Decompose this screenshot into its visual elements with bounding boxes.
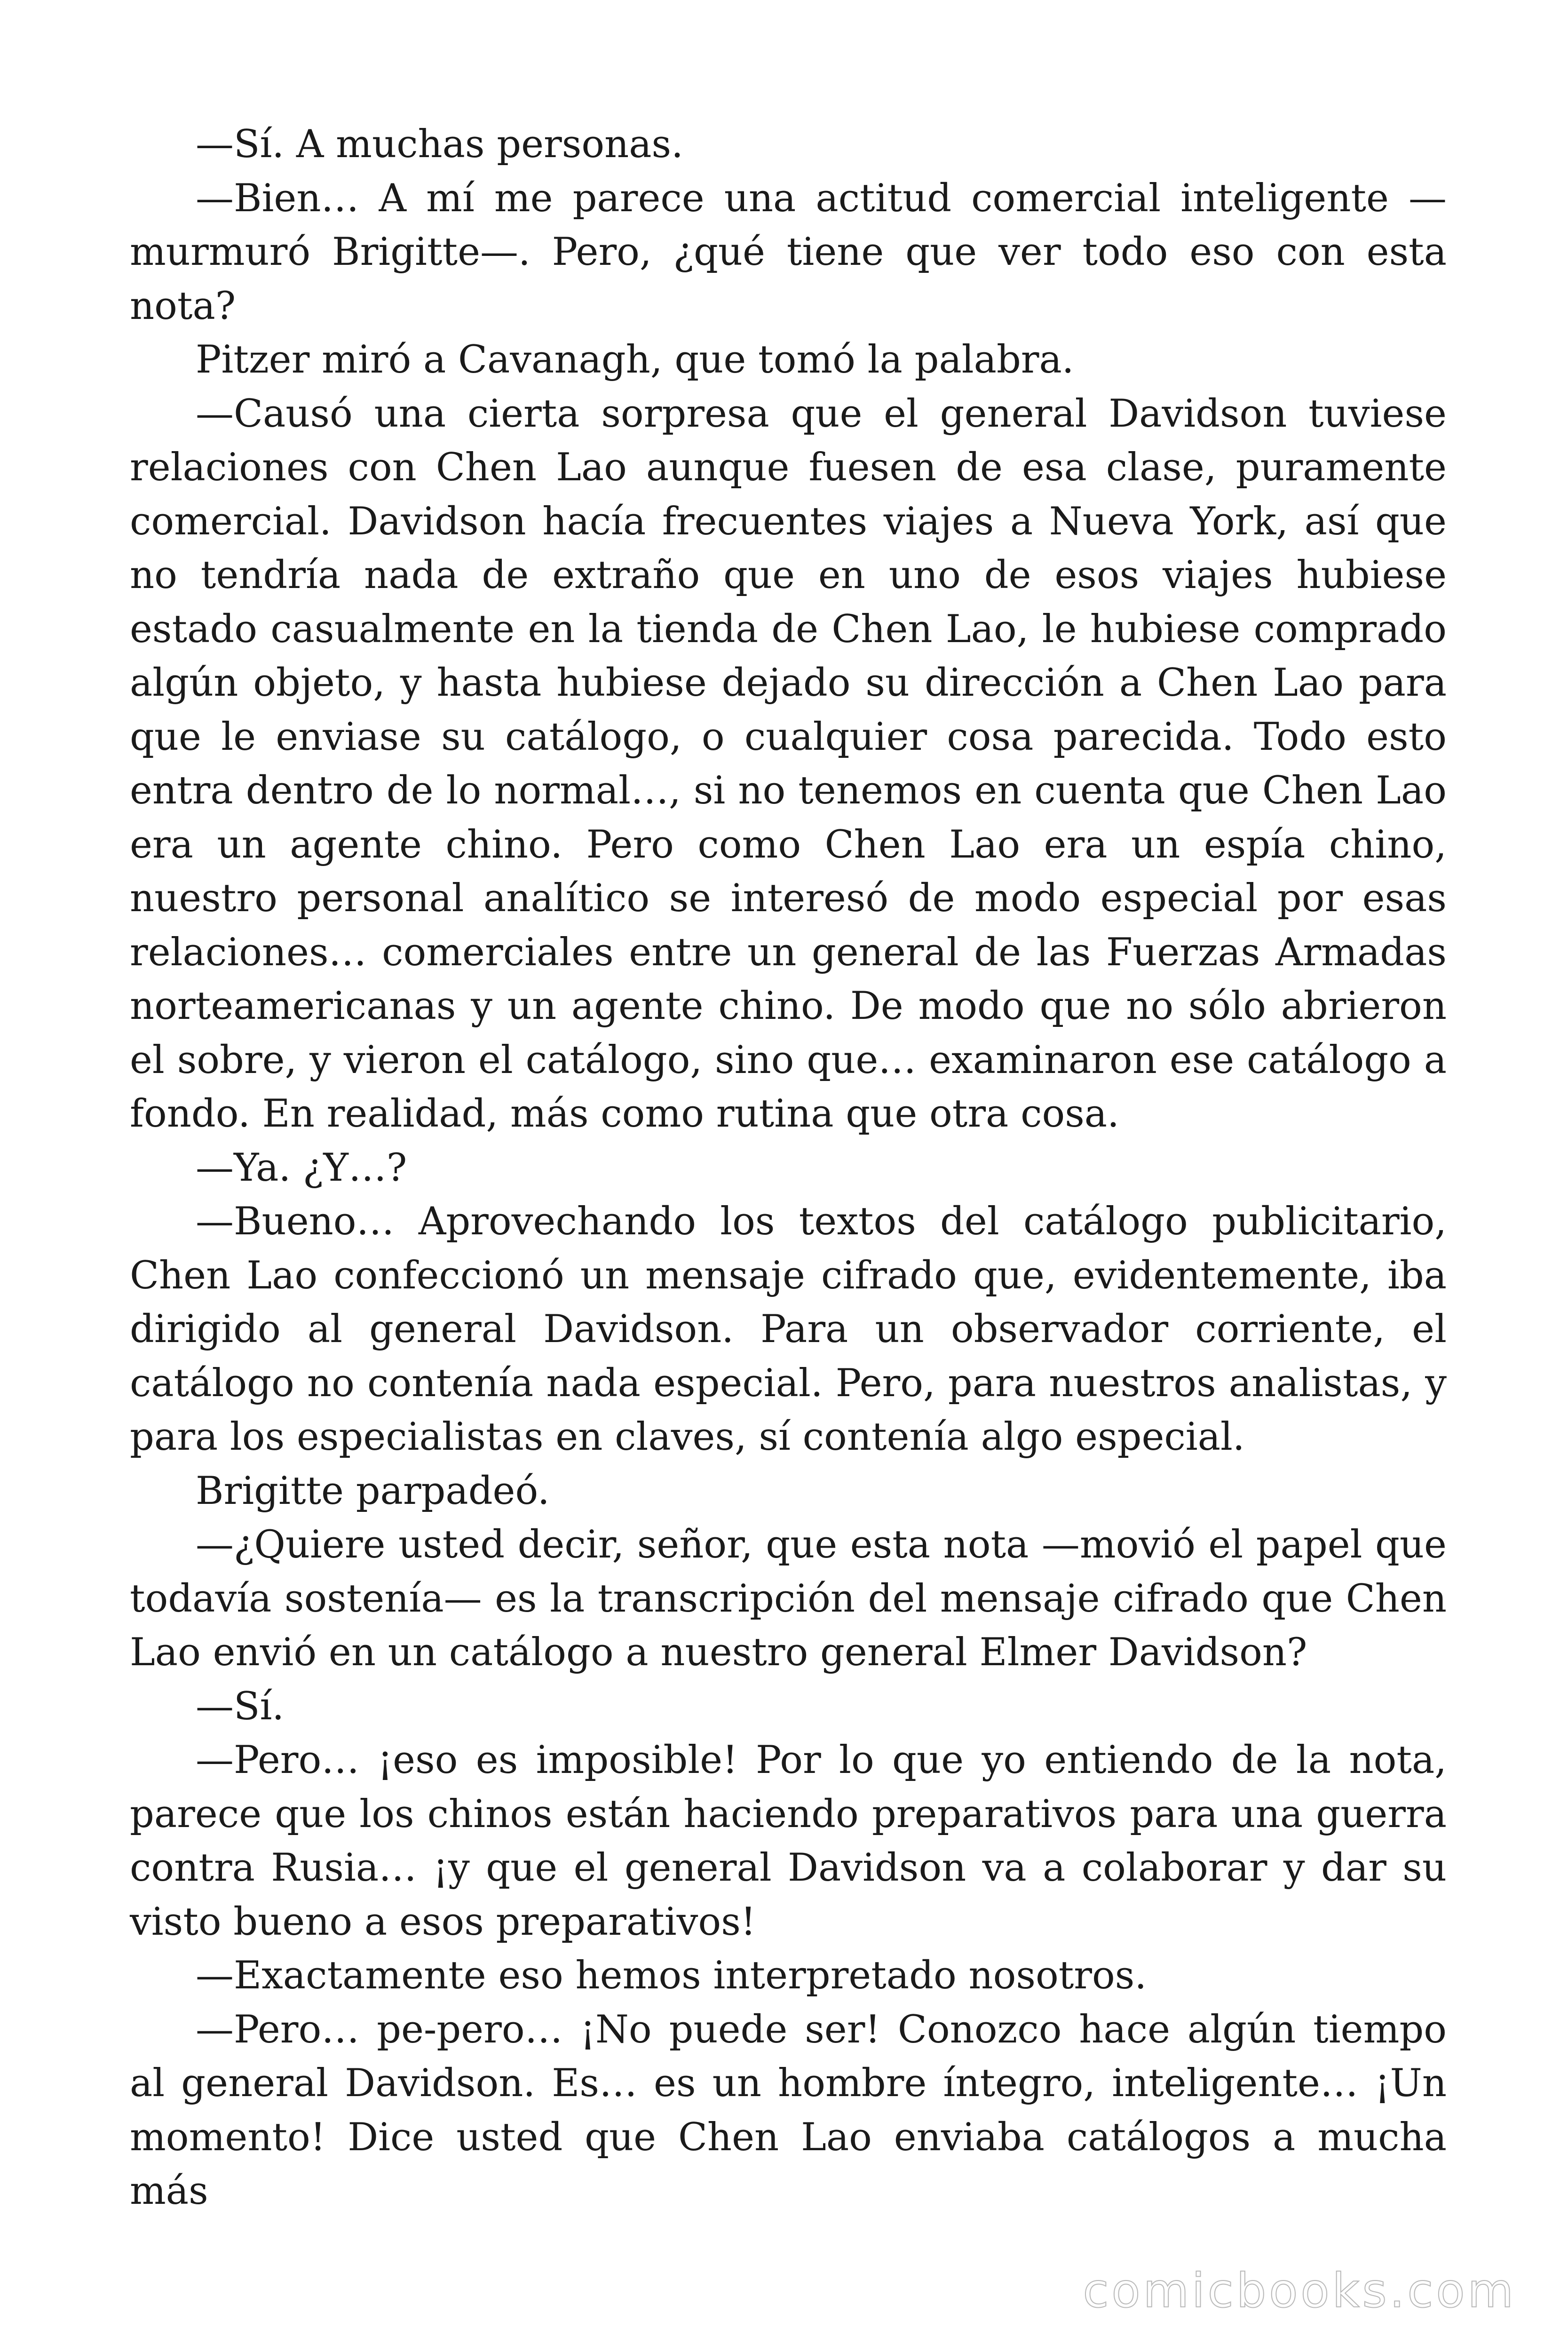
- paragraph: —Bien… A mí me parece una actitud comercial inteligente —murmuró Brigitte—. Pero, ¿qué tiene que ver todo eso con esta nota?: [130, 176, 1447, 328]
- page-body: [130, 118, 1447, 2218]
- paragraph: —Pero… ¡eso es imposible! Por lo que yo entiendo de la nota, parece que los chinos están haciendo preparativos para una guerra contra Rusia… ¡y que el general Davidson va a colaborar y dar su visto bueno a esos preparativos!: [130, 1738, 1447, 1944]
- paragraph: —Sí.: [196, 1684, 285, 1729]
- paragraph: —Ya. ¿Y…?: [196, 1145, 407, 1190]
- paragraph: —Sí. A muchas personas.: [196, 122, 683, 167]
- paragraph: Pitzer miró a Cavanagh, que tomó la palabra.: [196, 338, 1074, 382]
- paragraph: —Exactamente eso hemos interpretado nosotros.: [196, 1954, 1147, 1998]
- watermark: comicbooks.com: [1083, 2263, 1516, 2318]
- paragraph: —Pero… pe-pero… ¡No puede ser! Conozco hace algún tiempo al general Davidson. Es… es un hombre íntegro, inteligente… ¡Un momento! Dice usted que Chen Lao enviaba catálogos a mucha más: [130, 2007, 1447, 2213]
- paragraph: —Bueno… Aprovechando los textos del catálogo publicitario, Chen Lao confeccionó un mensaje cifrado que, evidentemente, iba dirigido al general Davidson. Para un observador corriente, el catálogo no contenía nada especial. Pero, para nuestros analistas, y para los especialistas en claves, sí contenía algo especial.: [130, 1200, 1447, 1459]
- paragraph: —¿Quiere usted decir, señor, que esta nota —movió el papel que todavía sostenía— es la transcripción del mensaje cifrado que Chen Lao envió en un catálogo a nuestro general Elmer Davidson?: [130, 1523, 1447, 1675]
- paragraph: Brigitte parpadeó.: [196, 1469, 550, 1513]
- paragraph: —Causó una cierta sorpresa que el general Davidson tuviese relaciones con Chen Lao aunque fuesen de esa clase, puramente comercial. Davidson hacía frecuentes viajes a Nueva York, así que no tendría nada de extraño que en uno de esos viajes hubiese estado casualmente en la tienda de Chen Lao, le hubiese comprado algún objeto, y hasta hubiese dejado su dirección a Chen Lao para que le enviase su catálogo, o cualquier cosa parecida. Todo esto entra dentro de lo normal…, si no tenemos en cuenta que Chen Lao era un agente chino. Pero como Chen Lao era un espía chino, nuestro personal analítico se interesó de modo especial por esas relaciones… comerciales entre un general de las Fuerzas Armadas norteamericanas y un agente chino. De modo que no sólo abrieron el sobre, y vieron el catálogo, sino que… examinaron ese catálogo a fondo. En realidad, más como rutina que otra cosa.: [130, 391, 1447, 1136]
